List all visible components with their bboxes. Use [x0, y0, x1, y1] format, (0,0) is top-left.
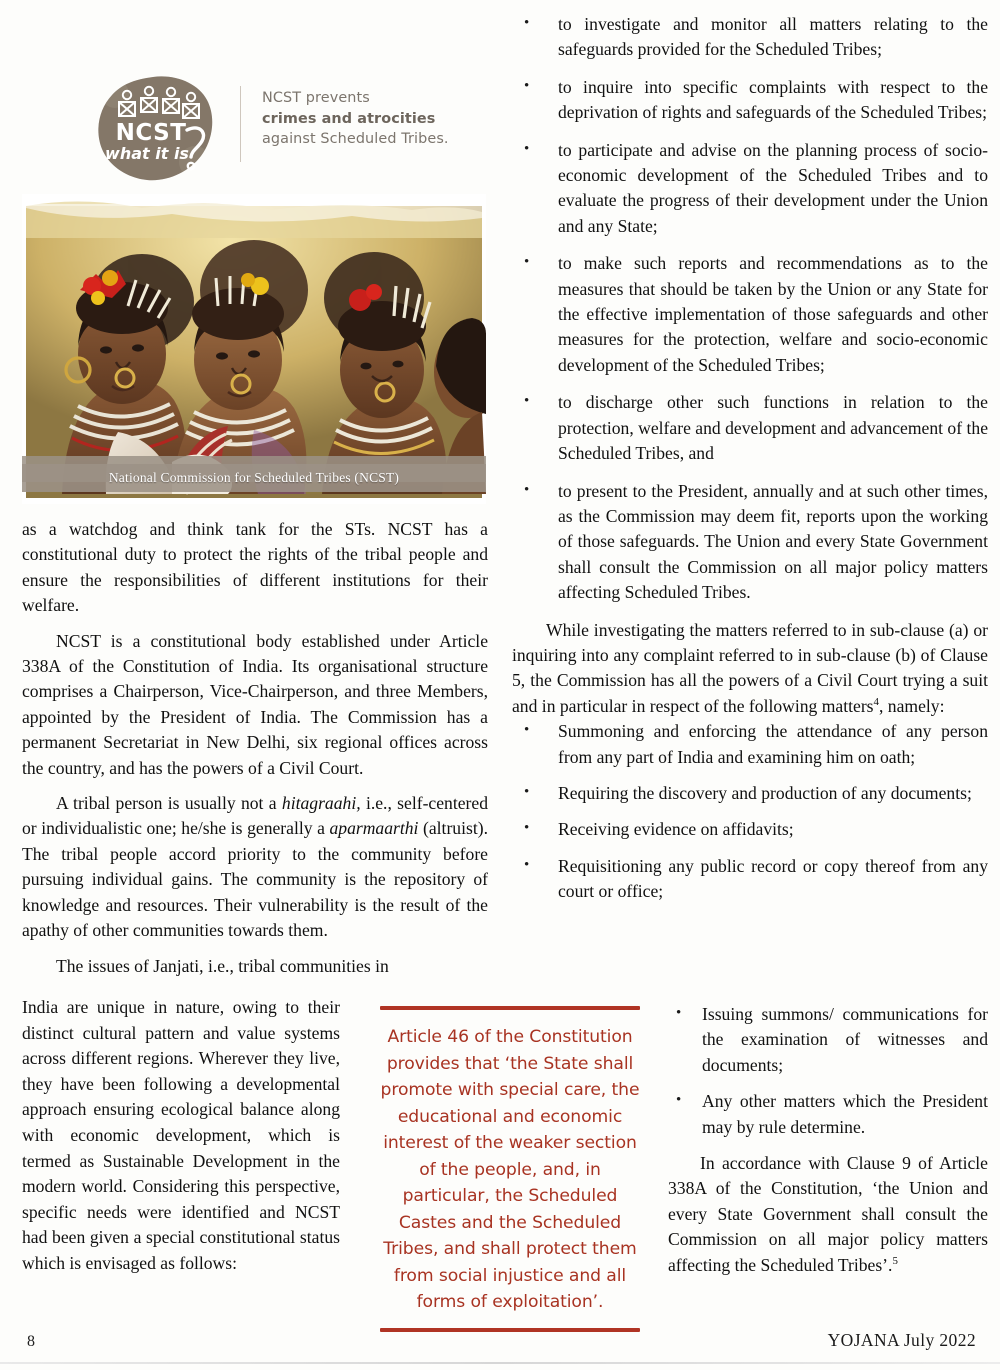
paragraph-tribal-person	[22, 791, 488, 943]
list-item: • to inquire into specific complaints with respect to the deprivation of rights and safeguards of the Scheduled Tribes;	[512, 75, 988, 126]
term-aparmaarthi: aparmaarthi	[329, 818, 419, 839]
masthead-tagline	[262, 88, 512, 150]
list-item: • Any other matters which the President may by rule determine.	[668, 1089, 988, 1140]
paragraph-ncst-constitutional-body: NCST is a constitutional body established under Article 338A of the Constitution of India. Its organisational structure comprises a Chairperson, Vice-Chairperson, and three Members, appointed by the President of India. The Commission has a permanent Secretariat in New Delhi, six regional offices across the country, and has the powers of a Civil Court.	[22, 630, 488, 778]
powers-bullet-list-continued	[668, 1002, 988, 1140]
term-hitagraahi: hitagraahi,	[281, 793, 361, 814]
svg-text:NCST: NCST	[115, 120, 187, 146]
footer-rule	[0, 1362, 1000, 1364]
left-body-copy	[22, 517, 488, 979]
paragraph-janjati-rest: India are unique in nature, owing to their distinct cultural pattern and value systems across different regions. Wherever they live, they have been following a developmental approach ensuring ecological balance along with economic development, which is termed as Sustainable Development in the modern world. Considering this perspective, specific needs were identified and NCST had been given a special constitutional status which is envisaged as follows:	[22, 997, 340, 1273]
powers-bullet-list	[512, 719, 988, 904]
paragraph-watchdog: as a watchdog and think tank for the STs. NCST has a constitutional duty to protect the rights of the tribal people and ensure the responsibilities of different institutions for their welfare.	[22, 519, 488, 616]
pull-quote-top-rule	[380, 1006, 640, 1010]
list-item: • Issuing summons/ communications for the examination of witnesses and documents;	[668, 1002, 988, 1078]
photo-caption	[22, 464, 486, 492]
tribal-lead: A tribal person is usually not a	[56, 793, 282, 814]
photo-caption-text: National Commission for Scheduled Tribes (NCST)	[108, 470, 400, 485]
closing-text: In accordance with Clause 9 of Article 338A of the Constitution, ‘the Union and every State Government shall consult the Commission on all major policy matters affecting the Scheduled Tribes’.	[668, 1153, 988, 1275]
tagline-line-2: crimes and atrocities	[262, 110, 436, 127]
paragraph-clause-9	[668, 1151, 988, 1278]
list-item: • Requisitioning any public record or copy thereof from any court or office;	[512, 854, 988, 905]
right-column-narrow	[668, 1002, 988, 1278]
page-number: 8	[27, 1333, 35, 1350]
list-item: • to participate and advise on the planning process of socio-economic development of the Scheduled Tribes and to evaluate the progress of their development under the Union and any State;	[512, 138, 988, 240]
left-column-lower	[22, 995, 340, 1277]
masthead-divider	[240, 86, 241, 162]
footnote-marker-5: 5	[892, 1254, 898, 1267]
pull-quote-bottom-rule	[380, 1328, 640, 1332]
svg-text:what it is: what it is	[105, 144, 189, 163]
list-item: • Summoning and enforcing the attendance of any person from any part of India and examining him on oath;	[512, 719, 988, 770]
powers-intro-text-a: While investigating the matters referred to in sub-clause (a) or inquiring into any complaint referred to in sub-clause (b) of Clause 5, the Commission has all the powers of a Civil Court trying a suit and in particular in respect of the following matters	[512, 619, 988, 716]
ncst-logo-icon	[95, 74, 217, 186]
list-item: • to present to the President, annually and at such other times, as the Commission may deem fit, reports upon the working of those safeguards. The Union and every State Government shall consult the Commission on all major policy matters affecting Scheduled Tribes.	[512, 479, 988, 606]
tribal-women-photograph	[22, 194, 486, 504]
functions-bullet-list	[512, 12, 988, 606]
tribal-tail: (altruist). The tribal people accord priority to the community before pursuing individual gains. The community is the repository of knowledge and resources. Their vulnerability is the result of the apathy of other communities towards them.	[22, 818, 488, 941]
list-item: • to discharge other such functions in relation to the protection, welfare and development and advancement of the Scheduled Tribes, and	[512, 390, 988, 466]
tagline-line-3: against Scheduled Tribes.	[262, 131, 449, 147]
right-column	[512, 12, 988, 916]
photograph-artwork	[22, 194, 486, 504]
left-column	[22, 58, 488, 979]
pull-quote-text: Article 46 of the Constitution provides that ‘the State shall promote with special care, the educational and economic interest of the weaker section of the people, and, in particular, the Scheduled Castes and the Scheduled Tribes, and shall protect them from social injustice and all forms of exploitation’.	[380, 1027, 640, 1312]
footnote-marker-4: 4	[873, 695, 879, 708]
pull-quote-article-46	[372, 990, 648, 1342]
tagline-line-1: NCST prevents	[262, 90, 370, 106]
powers-intro-text-b: , namely:	[878, 695, 945, 716]
publication-footer: YOJANA July 2022	[827, 1330, 976, 1350]
paragraph-janjati-start: The issues of Janjati, i.e., tribal communities in	[56, 955, 389, 976]
paragraph-powers-intro	[512, 618, 988, 720]
masthead	[22, 58, 488, 184]
list-item: • Receiving evidence on affidavits;	[512, 817, 988, 842]
list-item: • to make such reports and recommendations as to the measures that should be taken by the Union or any State for the effective implementation of those safeguards and other measures for the protection, welfare and socio-economic development of the Scheduled Tribes;	[512, 251, 988, 378]
list-item: • Requiring the discovery and production of any documents;	[512, 781, 988, 806]
tribal-mid: i.e., self-centered or individualistic one; he/she is generally a	[22, 793, 489, 839]
list-item: • to investigate and monitor all matters relating to the safeguards provided for the Scheduled Tribes;	[512, 12, 988, 63]
